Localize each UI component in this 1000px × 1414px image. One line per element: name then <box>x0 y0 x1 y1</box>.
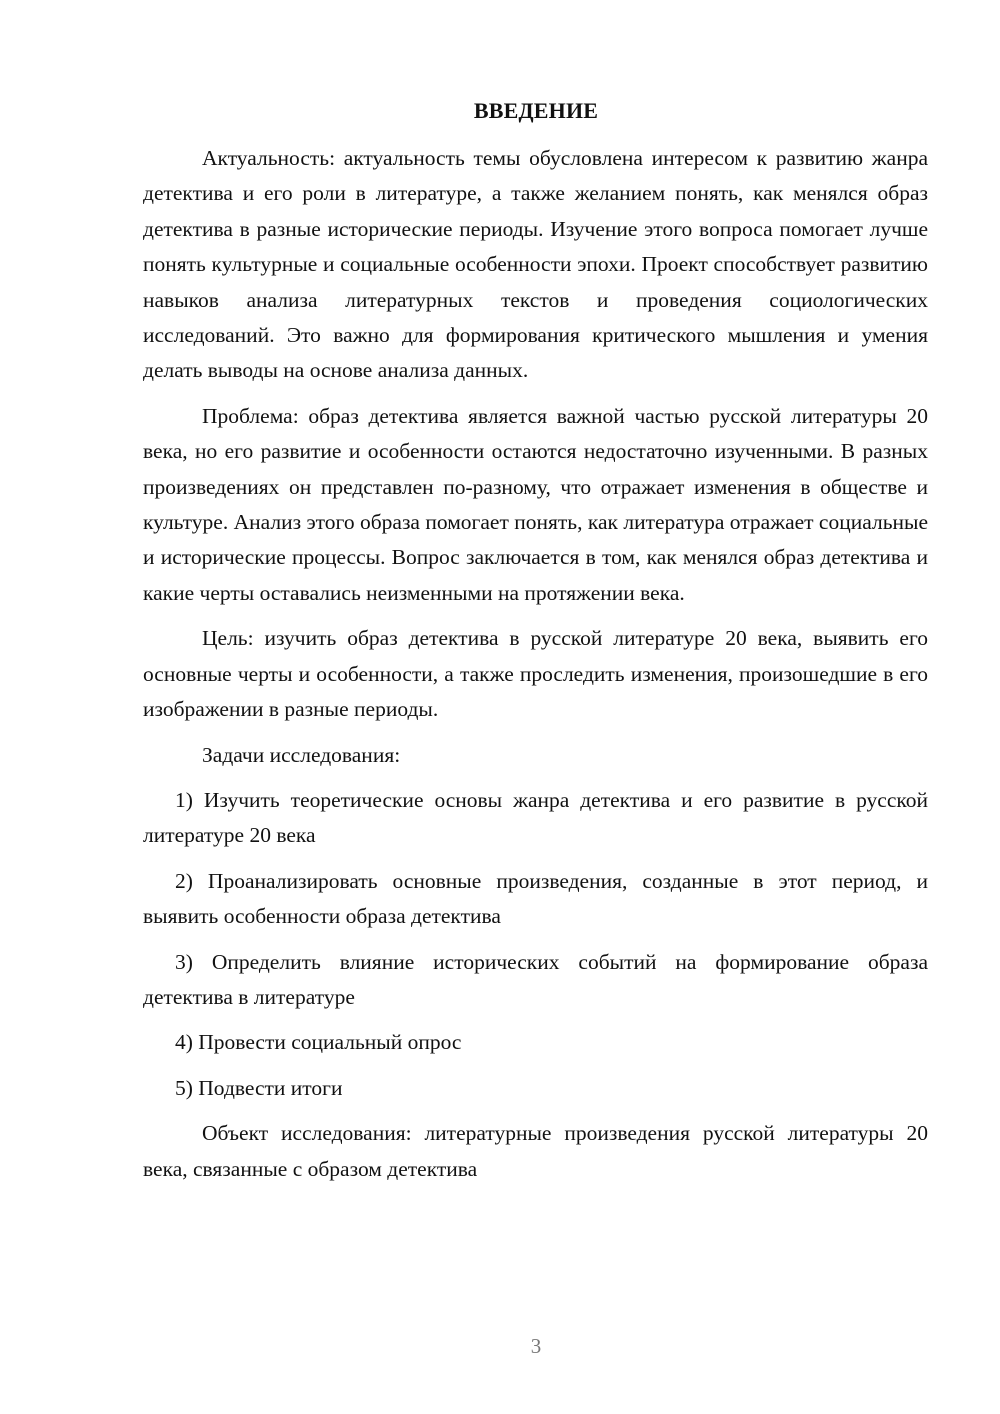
document-body <box>143 141 928 1187</box>
page-title: ВВЕДЕНИЕ <box>473 98 599 123</box>
relevance-paragraph: Актуальность: актуальность темы обусловлена интересом к развитию жанра детектива и его роли в литературе, а также желанием понять, как менялся образ детектива в разные исторические периоды. Изучение этого вопроса помогает лучше понять культурные и социальные особенности эпохи. Проект способствует развитию навыков анализа литературных текстов и проведения социологических исследований. Это важно для формирования критического мышления и умения делать выводы на основе анализа данных. <box>143 146 928 383</box>
goal-paragraph: Цель: изучить образ детектива в русской литературе 20 века, выявить его основные черты и особенности, а также проследить изменения, произошедшие в его изображении в разные периоды. <box>143 626 928 722</box>
task-item: 5) Подвести итоги <box>175 1075 343 1100</box>
page-number: 3 <box>530 1334 542 1358</box>
task-item: 1) Изучить теоретические основы жанра детектива и его развитие в русской литературе 20 века <box>143 787 928 848</box>
research-object-paragraph: Объект исследования: литературные произведения русской литературы 20 века, связанные с образом детектива <box>143 1121 928 1181</box>
task-item: 3) Определить влияние исторических событий на формирование образа детектива в литературе <box>143 949 928 1009</box>
task-item: 2) Проанализировать основные произведения, созданные в этот период, и выявить особенности образа детектива <box>143 868 928 929</box>
task-item: 4) Провести социальный опрос <box>175 1030 462 1055</box>
problem-paragraph: Проблема: образ детектива является важной частью русской литературы 20 века, но его развитие и особенности остаются недостаточно изученными. В разных произведениях он представлен по-разному, что отражает изменения в обществе и культуре. Анализ этого образа помогает понять, как литература отражает социальные и исторические процессы. Вопрос заключается в том, как менялся образ детектива и какие черты оставались неизменными на протяжении века. <box>143 403 928 605</box>
tasks-heading: Задачи исследования: <box>202 742 401 767</box>
